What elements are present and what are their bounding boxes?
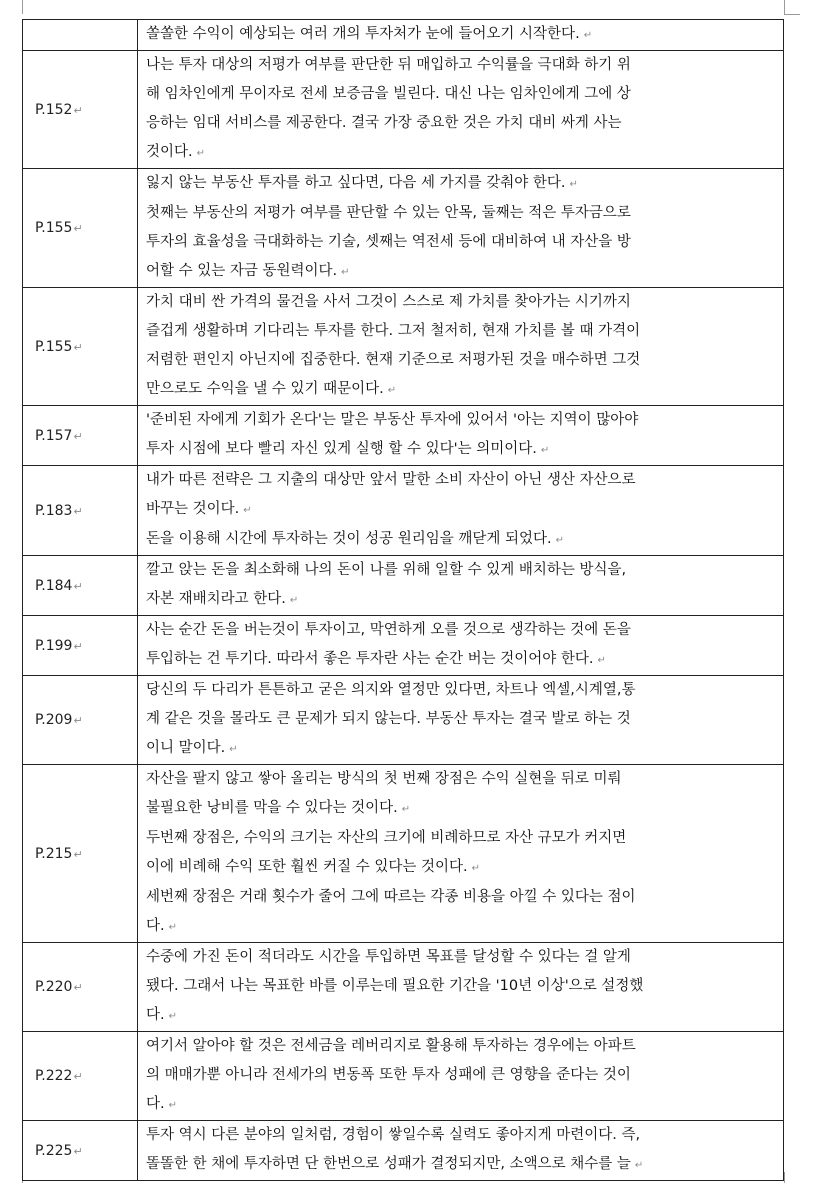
page-number-cell: [23, 765, 138, 943]
page-number: P.157: [35, 427, 73, 444]
quote-line-text: 바꾸는 것이다.: [146, 501, 240, 517]
quote-line-text: 내가 따른 전략은 그 지출의 대상만 앞서 말한 소비 자산이 아닌 생산 자산으로: [146, 472, 636, 488]
quote-line: [146, 109, 775, 138]
quote-line: [146, 466, 775, 495]
quote-line: [146, 824, 775, 853]
table-row: [23, 556, 784, 616]
quote-line-text: 다.: [146, 1096, 165, 1112]
quote-line: [146, 317, 775, 346]
table-row: [23, 676, 784, 765]
page-number: P.225: [35, 1142, 73, 1159]
page-number-cell: [23, 288, 138, 406]
paragraph-mark-icon: ↵: [243, 505, 252, 516]
quote-line-text: 여기서 알아야 할 것은 전세금을 레버리지로 활용해 투자하는 경우에는 아파트: [146, 1038, 636, 1054]
return-mark-icon: ↵: [73, 504, 83, 518]
paragraph-mark-icon: ↵: [229, 744, 238, 755]
quote-line: [146, 228, 775, 257]
quote-line-text: 다.: [146, 918, 165, 934]
quote-line-text: 두번째 장점은, 수익의 크기는 자산의 크기에 비례하므로 자산 규모가 커지면: [146, 830, 627, 846]
quote-line-text: 됐다. 그래서 나는 목표한 바를 이루는데 필요한 기간을 '10년 이상'으로 설정했: [146, 978, 644, 994]
return-mark-icon: ↵: [73, 579, 83, 593]
page-number-cell: [23, 1121, 138, 1181]
page-number: P.152: [35, 101, 73, 118]
return-mark-icon: ↵: [73, 103, 83, 117]
table-row: [23, 943, 784, 1032]
quote-line-text: 당신의 두 다리가 튼튼하고 굳은 의지와 열정만 있다면, 차트나 엑셀,시계열,통: [146, 682, 636, 698]
page-number: P.184: [35, 577, 73, 594]
quote-line-text: 똘똘한 한 채에 투자하면 단 한번으로 성패가 결정되지만, 소액으로 채수를 늘: [146, 1156, 631, 1172]
quote-line: [146, 257, 775, 287]
table-row: [23, 169, 784, 288]
quote-table-body: [23, 20, 784, 1181]
table-row: [23, 1121, 784, 1181]
return-mark-icon: ↵: [73, 1070, 83, 1083]
table-row: [23, 20, 784, 51]
quote-line-text: 만으로도 수익을 낼 수 있기 때문이다.: [146, 381, 384, 397]
quote-line: [146, 495, 775, 525]
paragraph-mark-icon: ↵: [341, 267, 350, 278]
quote-line-text: 쏠쏠한 수익이 예상되는 여러 개의 투자처가 눈에 들어오기 시작한다.: [146, 26, 580, 42]
quote-text-cell: [138, 1121, 784, 1181]
quote-line: [146, 346, 775, 375]
paragraph-mark-icon: ↵: [168, 922, 178, 933]
quote-line: [146, 645, 775, 675]
quote-line-text: 투자의 효율성을 극대화하는 기술, 셋째는 역전세 등에 대비하여 내 자산을 방: [146, 234, 631, 250]
paragraph-mark-icon: ↵: [387, 385, 397, 396]
quote-line-text: '준비된 자에게 기회가 온다'는 말은 부동산 투자에 있어서 '아는 지역이 많아야: [146, 412, 639, 428]
paragraph-mark-icon: ↵: [471, 863, 481, 874]
quote-text-cell: [138, 616, 784, 676]
quote-line: [146, 1032, 775, 1061]
quote-line-text: 수중에 가진 돈이 적더라도 시간을 투입하면 목표를 달성할 수 있다는 걸 알게: [146, 949, 631, 965]
quote-line: [146, 1001, 775, 1031]
quote-line-text: 이에 비례해 수익 또한 훨씬 커질 수 있다는 것이다.: [146, 859, 468, 875]
quote-line: [146, 794, 775, 824]
table-row: [23, 51, 784, 169]
quote-text-cell: [138, 20, 784, 51]
page-number-cell: [23, 51, 138, 169]
page-number-cell: [23, 943, 138, 1032]
page-number: P.209: [35, 712, 73, 728]
table-row: [23, 288, 784, 406]
quote-text-cell: [138, 556, 784, 616]
quote-line: [146, 375, 775, 405]
return-mark-icon: ↵: [73, 222, 83, 235]
quote-line-text: 이니 말이다.: [146, 740, 226, 756]
quote-text-cell: [138, 765, 784, 943]
quote-text-cell: [138, 288, 784, 406]
corner-mark-top-right: [784, 0, 785, 14]
quote-line-text: 계 같은 것을 몰라도 큰 문제가 되지 않는다. 부동산 투자는 결국 발로 하는 것: [146, 711, 631, 727]
page-number-cell: [23, 406, 138, 466]
return-mark-icon: ↵: [73, 981, 83, 994]
return-mark-icon: ↵: [73, 639, 83, 653]
quote-line: [146, 676, 775, 705]
return-mark-icon: ↵: [73, 847, 83, 861]
quote-line-text: 자본 재배치라고 한다.: [146, 591, 286, 607]
quote-line-text: 사는 순간 돈을 버는것이 투자이고, 막연하게 오를 것으로 생각하는 것에 돈을: [146, 622, 631, 638]
quote-table: [22, 19, 784, 1181]
return-mark-icon: ↵: [73, 714, 83, 727]
quote-line: [146, 51, 775, 80]
quote-line: [146, 1150, 775, 1180]
quote-line-text: 첫째는 부동산의 저평가 여부를 판단할 수 있는 안목, 둘째는 적은 투자금으로: [146, 205, 631, 221]
quote-line-text: 즐겁게 생활하며 기다리는 투자를 한다. 그저 철저히, 현재 가치를 볼 때 가격이: [146, 323, 641, 339]
paragraph-mark-icon: ↵: [168, 1100, 178, 1111]
quote-line: [146, 80, 775, 109]
quote-line-text: 응하는 임대 서비스를 제공한다. 결국 가장 중요한 것은 가치 대비 싸게 사는: [146, 115, 622, 131]
quote-text-cell: [138, 51, 784, 169]
quote-line: [146, 556, 775, 585]
quote-line: [146, 288, 775, 317]
quote-line: [146, 435, 775, 465]
quote-line-text: 세번째 장점은 거래 횟수가 줄어 그에 따르는 각종 비용을 아낄 수 있다는 점이: [146, 889, 636, 905]
quote-text-cell: [138, 676, 784, 765]
quote-line-text: 어할 수 있는 자금 동원력이다.: [146, 263, 338, 279]
quote-line-text: 깔고 앉는 돈을 최소화해 나의 돈이 나를 위해 일할 수 있게 배치하는 방식을,: [146, 562, 627, 578]
paragraph-mark-icon: ↵: [597, 655, 606, 666]
paragraph-mark-icon: ↵: [569, 179, 578, 190]
page-number-cell: [23, 1032, 138, 1121]
table-row: [23, 406, 784, 466]
quote-line-text: 투자 시점에 보다 빨리 자신 있게 실행 할 수 있다'는 의미이다.: [146, 441, 537, 457]
quote-line: [146, 138, 775, 168]
page-number-cell: [23, 616, 138, 676]
quote-line-text: 투입하는 건 투기다. 따라서 좋은 투자란 사는 순간 버는 것이어야 한다.: [146, 651, 594, 667]
page-number-cell: [23, 556, 138, 616]
quote-line-text: 의 매매가뿐 아니라 전세가의 변동폭 또한 투자 성패에 큰 영향을 준다는 것이: [146, 1067, 631, 1083]
quote-line: [146, 912, 775, 942]
paragraph-mark-icon: ↵: [289, 595, 299, 606]
table-row: [23, 765, 784, 943]
quote-line: [146, 972, 775, 1001]
paragraph-mark-icon: ↵: [540, 445, 550, 456]
quote-line-text: 가치 대비 싼 가격의 물건을 사서 그것이 스스로 제 가치를 찾아가는 시기까지: [146, 294, 631, 310]
quote-text-cell: [138, 466, 784, 556]
quote-line: [146, 705, 775, 734]
quote-line-text: 것이다.: [146, 144, 193, 160]
table-row: [23, 466, 784, 556]
page-number-cell: [23, 20, 138, 51]
page-number: P.199: [35, 637, 73, 654]
quote-line-text: 투자 역시 다른 분야의 일처럼, 경험이 쌓일수록 실력도 좋아지게 마련이다. 즉,: [146, 1127, 641, 1143]
quote-line-text: 불필요한 낭비를 막을 수 있다는 것이다.: [146, 800, 398, 816]
quote-line: [146, 943, 775, 972]
paragraph-mark-icon: ↵: [196, 148, 206, 159]
paragraph-mark-icon: ↵: [634, 1160, 644, 1171]
paragraph-mark-icon: ↵: [168, 1011, 178, 1022]
quote-line-text: 나는 투자 대상의 저평가 여부를 판단한 뒤 매입하고 수익률을 극대화 하기 위: [146, 57, 631, 73]
page-number: P.222: [35, 1068, 73, 1084]
paragraph-mark-icon: ↵: [555, 535, 565, 546]
quote-text-cell: [138, 169, 784, 288]
page-number-cell: [23, 466, 138, 556]
return-mark-icon: ↵: [73, 1144, 83, 1158]
quote-line: [146, 1121, 775, 1150]
page-number-cell: [23, 169, 138, 288]
quote-line-text: 다.: [146, 1007, 165, 1023]
quote-line: [146, 406, 775, 435]
quote-line: [146, 20, 775, 50]
page-number: P.215: [35, 845, 73, 862]
paragraph-mark-icon: ↵: [583, 30, 593, 41]
page-number: P.220: [35, 979, 73, 995]
quote-line: [146, 1061, 775, 1090]
corner-mark-bottom-right: [784, 1172, 785, 1183]
corner-mark-top-left: [22, 0, 23, 14]
quote-line: [146, 1090, 775, 1120]
page-number: P.155: [35, 338, 73, 355]
quote-text-cell: [138, 406, 784, 466]
page-number: P.155: [35, 220, 73, 236]
quote-line-text: 잃지 않는 부동산 투자를 하고 싶다면, 다음 세 가지를 갖춰야 한다.: [146, 175, 566, 191]
quote-line-text: 해 임차인에게 무이자로 전세 보증금을 빌린다. 대신 나는 임차인에게 그에 상: [146, 86, 631, 102]
paragraph-mark-icon: ↵: [401, 804, 411, 815]
quote-line: [146, 525, 775, 555]
quote-line: [146, 883, 775, 912]
return-mark-icon: ↵: [73, 340, 83, 354]
corner-mark-top-right-h: [784, 14, 800, 15]
page-number-cell: [23, 676, 138, 765]
quote-text-cell: [138, 943, 784, 1032]
quote-line: [146, 853, 775, 883]
quote-line: [146, 765, 775, 794]
quote-line-text: 자산을 팔지 않고 쌓아 올리는 방식의 첫 번째 장점은 수익 실현을 뒤로 미뤄: [146, 771, 622, 787]
return-mark-icon: ↵: [73, 429, 83, 443]
quote-line: [146, 734, 775, 764]
quote-line-text: 돈을 이용해 시간에 투자하는 것이 성공 원리임을 깨닫게 되었다.: [146, 531, 552, 547]
table-row: [23, 616, 784, 676]
quote-line: [146, 616, 775, 645]
quote-line: [146, 199, 775, 228]
quote-line: [146, 169, 775, 199]
quote-text-cell: [138, 1032, 784, 1121]
quote-line: [146, 585, 775, 615]
page-number: P.183: [35, 502, 73, 519]
table-row: [23, 1032, 784, 1121]
quote-line-text: 저렴한 편인지 아닌지에 집중한다. 현재 기준으로 저평가된 것을 매수하면 그것: [146, 352, 641, 368]
